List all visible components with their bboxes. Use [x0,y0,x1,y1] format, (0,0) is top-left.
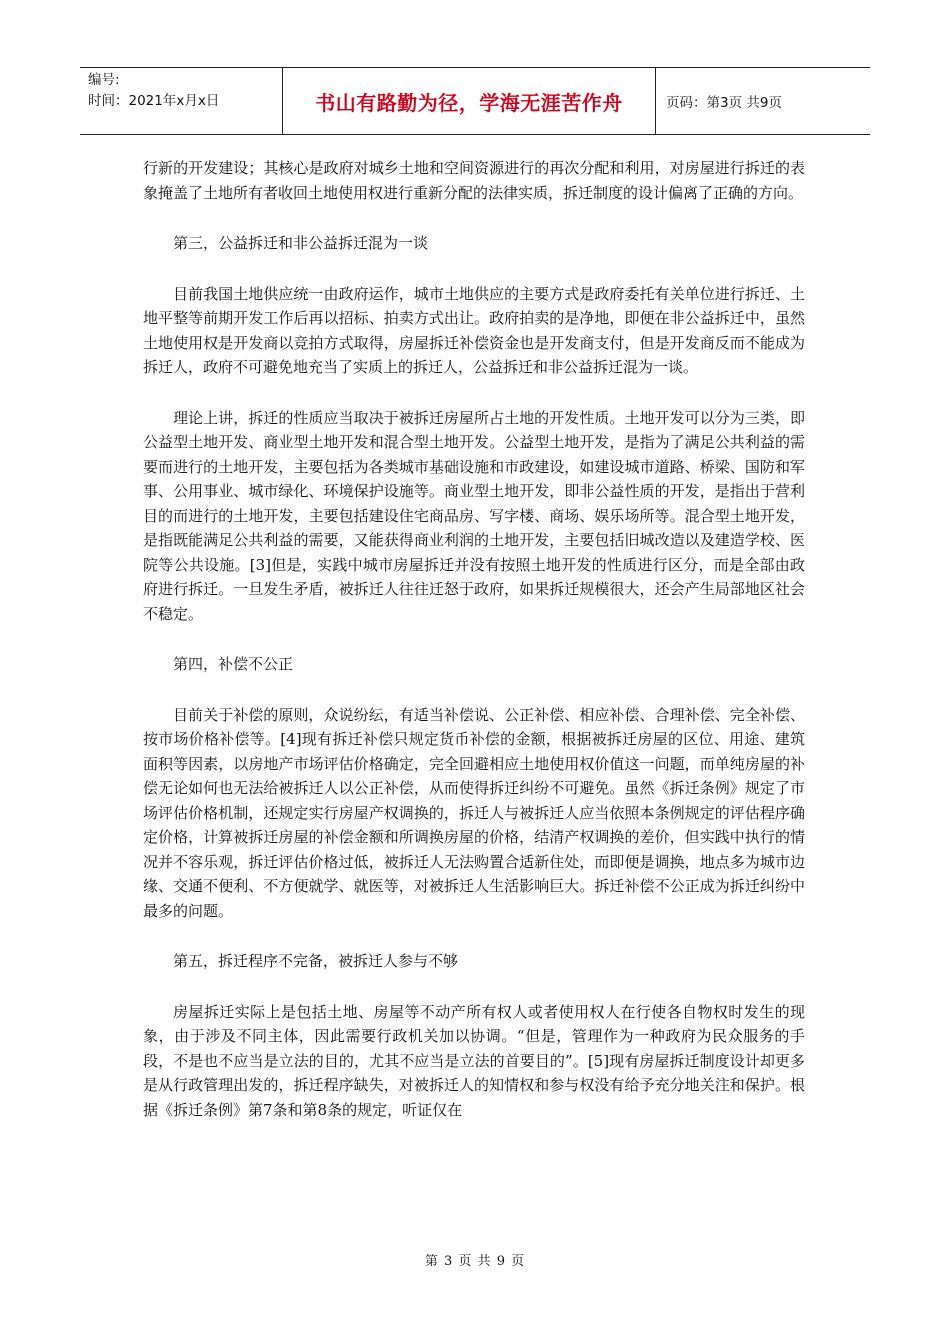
document-body [143,156,805,1122]
page-header [80,67,870,135]
document-number-label: 编号: [88,72,120,88]
header-motto-cell [282,68,656,134]
body-paragraph: 目前我国土地供应统一由政府运作，城市土地供应的主要方式是政府委托有关单位进行拆迁、土地平整等前期开发工作后再以招标、拍卖方式出让。政府拍卖的是净地，即便在非公益拆迁中，虽然土地使用权是开发商以竞拍方式取得，房屋拆迁补偿资金也是开发商支付，但是开发商反而不能成为拆迁人，政府不可避免地充当了实质上的拆迁人，公益拆迁和非公益拆迁混为一谈。 [143,284,805,376]
section-heading: 第三，公益拆迁和非公益拆迁混为一谈 [173,234,429,252]
body-paragraph: 理论上讲，拆迁的性质应当取决于被拆迁房屋所占土地的开发性质。土地开发可以分为三类，即公益型土地开发、商业型土地开发和混合型土地开发。公益型土地开发，是指为了满足公共利益的需要而进行的土地开发，主要包括为各类城市基础设施和市政建设，如建设城市道路、桥梁、国防和军事、公用事业、城市绿化、环境保护设施等。商业型土地开发，即非公益性质的开发，是指出于营利目的而进行的土地开发，主要包括建设住宅商品房、写字楼、商场、娱乐场所等。混合型土地开发，是指既能满足公共利益的需要，又能获得商业利润的土地开发，主要包括旧城改造以及建造学校、医院等公共设施。[3]但是，实践中城市房屋拆迁并没有按照土地开发的性质进行区分，而是全部由政府进行拆迁。一旦发生矛盾，被拆迁人往往迁怒于政府，如果拆迁规模很大，还会产生局部地区社会不稳定。 [143,408,805,623]
page-footer: 第 3 页 共 9 页 [424,1254,526,1269]
section-heading: 第五，拆迁程序不完备，被拆迁人参与不够 [173,952,459,970]
section-heading: 第四，补偿不公正 [173,655,294,673]
header-page-cell [656,68,870,134]
body-paragraph: 房屋拆迁实际上是包括土地、房屋等不动产所有权人或者使用权人在行使各自物权时发生的现象，由于涉及不同主体，因此需要行政机关加以协调。“但是，管理作为一种政府为民众服务的手段，不是也不应当是立法的目的，尤其不应当是立法的首要目的”。[5]现有房屋拆迁制度设计却更多是从行政管理出发的，拆迁程序缺失，对被拆迁人的知情权和参与权没有给予充分地关注和保护。根据《拆迁条例》第7条和第8条的规定，听证仅在 [143,1002,805,1119]
document-date-label: 时间：2021年x月x日 [88,93,220,109]
body-paragraph: 目前关于补偿的原则，众说纷纭，有适当补偿说、公正补偿、相应补偿、合理补偿、完全补偿、按市场价格补偿等。[4]现有拆迁补偿只规定货币补偿的金额，根据被拆迁房屋的区位、用途、建筑面积等因素，以房地产市场评估价格确定，完全回避相应土地使用权价值这一问题，而单纯房屋的补偿无论如何也无法给被拆迁人以公正补偿，从而使得拆迁纠纷不可避免。虽然《拆迁条例》规定了市场评估价格机制，还规定实行房屋产权调换的，拆迁人与被拆迁人应当依照本条例规定的评估程序确定价格，计算被拆迁房屋的补偿金额和所调换房屋的价格，结清产权调换的差价，但实践中执行的情况并不容乐观，拆迁评估价格过低，被拆迁人无法购置合适新住处，而即便是调换，地点多为城市边缘、交通不便利、不方便就学、就医等，对被拆迁人生活影响巨大。拆迁补偿不公正成为拆迁纠纷中最多的问题。 [143,705,805,920]
header-page-number: 页码：第3页 共9页 [666,95,782,111]
body-paragraph: 行新的开发建设；其核心是政府对城乡土地和空间资源进行的再次分配和利用，对房屋进行拆迁的表象掩盖了土地所有者收回土地使用权进行重新分配的法律实质，拆迁制度的设计偏离了正确的方向。 [143,159,805,202]
header-motto: 书山有路勤为径，学海无涯苦作舟 [315,90,623,115]
header-meta [80,68,282,134]
